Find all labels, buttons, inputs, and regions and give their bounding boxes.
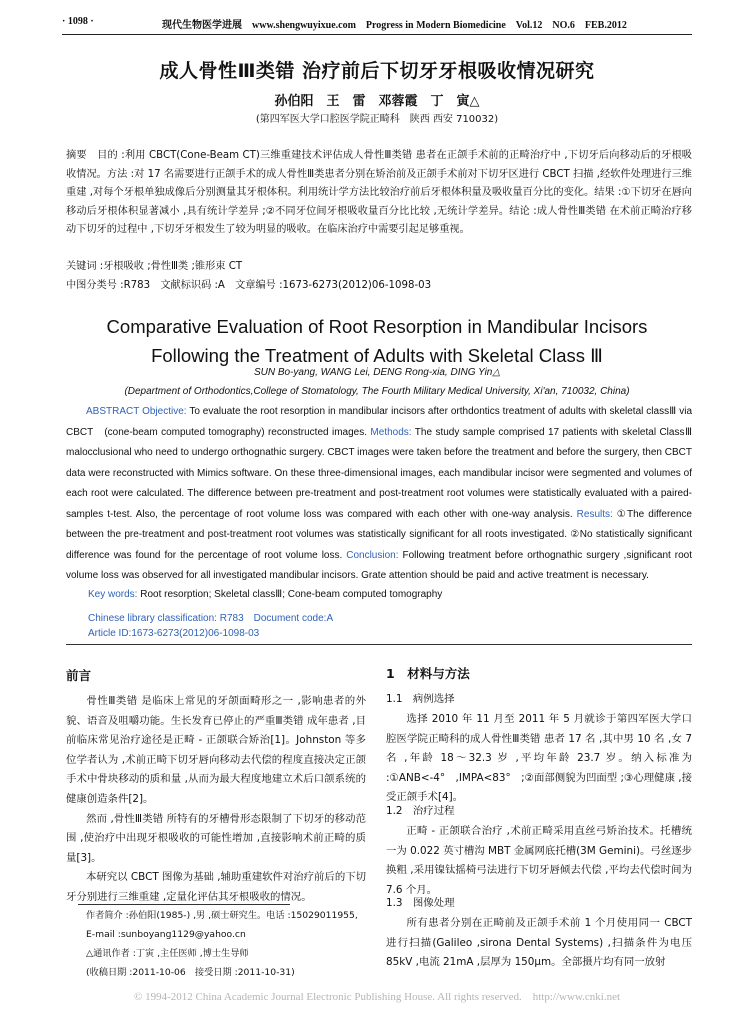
- paragraph: [66, 692, 366, 810]
- running-header: [62, 14, 692, 34]
- authors-chinese: 孙伯阳 王 雷 邓蓉霞 丁 寅△: [274, 94, 480, 109]
- section-divider: [66, 644, 692, 645]
- keywords-english: [88, 589, 688, 600]
- abstract-results-label: Results:: [576, 508, 613, 520]
- section-heading-preface: 前言: [66, 668, 92, 683]
- abstract-results: ①The difference between the pre-treatment and post-treatment root volumes was statistically significant for all roots investigated. ②No statistically significant difference was found for the percentage of root volume loss.: [66, 508, 692, 561]
- paragraph-text: 骨性Ⅲ类错 是临床上常见的牙颌面畸形之一 ,影响患者的外貌、语音及咀嚼功能。生长发育已停止的严重Ⅲ类错 成年患者 ,目前临床常见治疗途径是正畸 - 正颌联合矫治[1]。Johnston 等多位学者认为 ,术前正畸下切牙唇向移动去代偿的程度直接决定正颌手术中骨块移动的质和量 ,从而为最大程度地建立术后口颌系统的健康创造条件[2]。: [66, 695, 366, 805]
- abstract-methods-label: Methods:: [370, 426, 412, 438]
- authors-english: SUN Bo-yang, WANG Lei, DENG Rong-xia, DING Yin△: [253, 367, 501, 378]
- paragraph-text: 选择 2010 年 11 月至 2011 年 5 月就诊于第四军医大学口腔医学院正畸科的成人骨性Ⅲ类错 患者 17 名 ,其中男 10 名 ,女 7 名 ,年龄 18～32.3 岁 ,平均年龄 23.7 岁。纳入标准为 :①ANB<-4° ,IMPA<83° ;②面部侧貌为凹面型 ;③心理健康 ,接受正颌手术[4]。: [386, 713, 692, 804]
- footnote: [86, 906, 376, 982]
- keywords-english-text: Root resorption; Skeletal classⅢ; Cone-beam computed tomography: [137, 589, 443, 600]
- footnote-author: 作者简介 :孙伯阳(1985-) ,男 ,硕士研究生。电话 :15029011955,: [86, 910, 358, 921]
- journal-line: 现代生物医学进展 www.shengwuyixue.com Progress in Modern Biomedicine Vol.12 NO.6 FEB.2012: [162, 20, 627, 31]
- keywords-block-chinese: [66, 258, 692, 295]
- article-id: Article ID:1673-6273(2012)06-1098-03: [88, 628, 260, 639]
- abstract-conclusion-label: Conclusion:: [346, 549, 399, 561]
- subsection-text-1-2: [386, 822, 692, 900]
- abstract-conclusion: Following treatment before orthognathic surgery ,significant root volume loss was observed for all investigated mandibular incisors. Grate attention should be paid and active treatment is necessary.: [66, 549, 692, 581]
- page-number: · 1098 ·: [62, 16, 94, 27]
- paragraph: [66, 868, 366, 907]
- affiliation-chinese: (第四军医大学口腔医学院正畸科 陕西 西安 710032): [255, 114, 499, 125]
- title-english-line1: Comparative Evaluation of Root Resorption in Mandibular Incisors: [106, 316, 648, 337]
- title-english: [0, 312, 754, 370]
- subsection-heading-1-1: 1.1 病例选择: [386, 693, 455, 705]
- abstract-english: [66, 402, 692, 587]
- subsection-text-1-1: [386, 710, 692, 808]
- title-chinese: 成人骨性Ⅲ类错 治疗前后下切牙牙根吸收情况研究: [159, 60, 595, 82]
- header-rule: [62, 34, 692, 35]
- footnote-dates: (收稿日期 :2011-10-06 接受日期 :2011-10-31): [86, 967, 295, 978]
- paragraph-text: 然而 ,骨性Ⅲ类错 所特有的牙槽骨形态限制了下切牙的移动范围 ,使治疗中出现牙根吸收的可能性增加 ,直接影响术前正畸的质量[3]。: [66, 812, 366, 864]
- keywords-english-label: Key words:: [88, 589, 138, 600]
- abstract-methods: The study sample comprised 17 patients with skeletal ClassⅢ malocclusional who need to undergo orthognathic surgery. CBCT images were taken before the treatment and before the surgery, then CBCT data were reconstructed with Mimics software. On these three-dimensional images, each mandibular incisor were segmented and volumes of each root were calculated. The difference between pre-treatment and post-treatment root volumes were statistically evaluated with a paired-samples t-test. Also, the percentage of root volume loss was compared with each other with one-way analysis.: [66, 426, 692, 520]
- subsection-heading-1-2: 1.2 治疗过程: [386, 805, 455, 817]
- classification-english: Chinese library classification: R783 Document code:A: [88, 613, 334, 624]
- copyright-watermark: © 1994-2012 China Academic Journal Electronic Publishing House. All rights reserved. http://www.cnki.net: [133, 991, 621, 1003]
- footnote-email: E-mail :sunboyang1129@yahoo.cn: [86, 929, 246, 940]
- affiliation-english: (Department of Orthodontics,College of Stomatology, The Fourth Military Medical University, Xi'an, 710032, China): [124, 386, 630, 397]
- footnote-rule: [78, 904, 290, 905]
- keywords-chinese: 关键词 :牙根吸收 ;骨性Ⅲ类 ;锥形束 CT: [66, 261, 243, 272]
- paragraph-text: 所有患者分别在正畸前及正颌手术前 1 个月使用同一 CBCT 进行扫描(Galileo ,sirona Dental Systems) ,扫描条件为电压 85kV ,电流 21mA ,层厚为 150μm。全部摄片均有同一放射: [386, 917, 692, 969]
- classification-chinese: 中图分类号 :R783 文献标识码 :A 文章编号 :1673-6273(2012)06-1098-03: [66, 279, 432, 291]
- paragraph-text: 本研究以 CBCT 图像为基础 ,辅助重建软件对治疗前后的下切牙分别进行三维重建 ,定量化评估其牙根吸收的情况。: [66, 871, 366, 903]
- left-column-body: [66, 692, 366, 908]
- footnote-corresponding: △通讯作者 :丁寅 ,主任医师 ,博士生导师: [86, 948, 249, 959]
- paragraph-text: 正畸 - 正颌联合治疗 ,术前正畸采用直丝弓矫治技术。托槽统一为 0.022 英寸槽沟 MBT 金属网底托槽(3M Gemini)。弓丝逐步换粗 ,采用镍钛摇椅弓法进行下切牙唇倾去代偿 ,平均去代偿时间为 7.6 个月。: [386, 825, 692, 896]
- paragraph: [66, 810, 366, 869]
- subsection-text-1-3: [386, 914, 692, 973]
- subsection-heading-1-3: 1.3 图像处理: [386, 897, 455, 909]
- title-english-line2: Following the Treatment of Adults with Skeletal Class Ⅲ: [151, 345, 603, 366]
- abstract-chinese: 摘要 目的 :利用 CBCT(Cone-Beam CT)三维重建技术评估成人骨性Ⅲ类错 患者在正颌手术前的正畸治疗中 ,下切牙后向移动后的牙根吸收情况。方法 :对 17 名需要进行正颌手术的成人骨性Ⅲ类患者分别在矫治前及正颌手术前对下切牙区进行 CBCT 扫描 ,经软件处理进行三维重建 ,对每个牙根单独成像后分别测量其牙根体积。利用统计学方法比较治疗前后牙根体积量及吸收量百分比的变化。结果 :①下切牙在唇向移动后牙根体积显著减小 ,具有统计学差异 ;②不同牙位间牙根吸收量百分比比较 ,无统计学差异。结论 :成人骨性Ⅲ类错 在术前正畸治疗移动下切牙的过程中 ,下切牙牙根发生了较为明显的吸收。在临床治疗中需要引起足够重视。: [66, 150, 692, 235]
- abstract-objective: To evaluate the root resorption in mandibular incisors after orthdontics treatment of adults with skeletal classⅢ via CBCT (cone-beam computed tomography) reconstructed images.: [66, 406, 693, 438]
- section-heading-materials: 1 材料与方法: [386, 666, 470, 681]
- abstract-objective-label: ABSTRACT Objective:: [86, 406, 187, 417]
